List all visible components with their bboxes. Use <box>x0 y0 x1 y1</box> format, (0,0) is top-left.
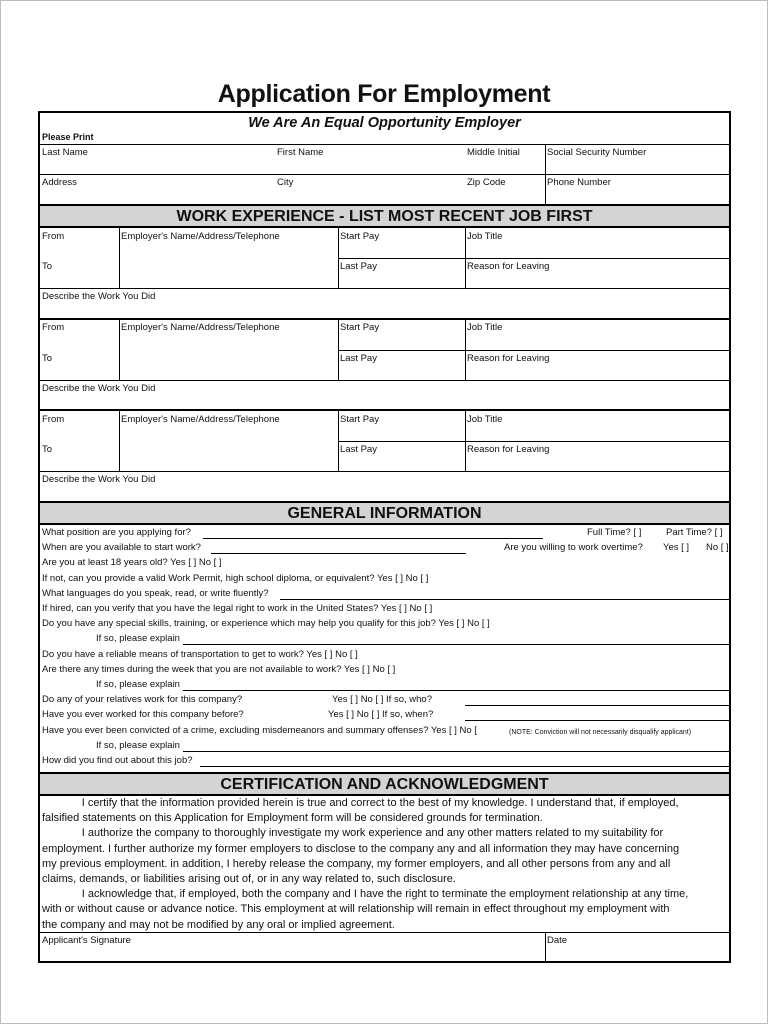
permit-question[interactable]: If not, can you provide a valid Work Permit, high school diploma, or equivalent? Yes [ ] No [ ] <box>42 573 429 584</box>
certification-line: I certify that the information provided herein is true and correct to the best of my knowledge. I understand that, if employed, <box>42 797 679 809</box>
position-question: What position are you applying for? <box>42 527 191 538</box>
zip-code-field[interactable]: Zip Code <box>467 177 506 188</box>
certification-line: employment. I further authorize my former employers to disclose to the company any and all information they may have concerning <box>42 842 680 855</box>
languages-input[interactable] <box>280 599 729 600</box>
certification-line: my previous employment. in addition, I hereby release the company, my former employers, and all other persons from any and all <box>42 857 671 870</box>
relatives-question: Do any of your relatives work for this company? <box>42 694 243 705</box>
date-field[interactable]: Date <box>547 935 568 946</box>
conviction-note: (NOTE: Conviction will not necessarily disqualify applicant) <box>509 729 692 736</box>
availability-times-question[interactable]: Are there any times during the week that you are not available to work? Yes [ ] No [ ] <box>42 664 396 675</box>
availability-input[interactable] <box>211 553 466 554</box>
form-subtitle: We Are An Equal Opportunity Employer <box>248 115 521 131</box>
languages-question: What languages do you speak, read, or write fluently? <box>42 588 269 599</box>
relatives-yes-no[interactable]: Yes [ ] No [ ] If so, who? <box>332 694 432 705</box>
to-field[interactable]: To <box>42 261 53 272</box>
overtime-no-checkbox[interactable]: No [ ] <box>706 542 729 553</box>
how-found-input[interactable] <box>200 766 729 767</box>
skills-explain-label: If so, please explain <box>96 633 180 644</box>
address-field[interactable]: Address <box>42 177 77 188</box>
certification-heading: CERTIFICATION AND ACKNOWLEDGMENT <box>40 772 729 796</box>
certification-text <box>42 796 722 933</box>
employer-field[interactable]: Employer's Name/Address/Telephone <box>121 231 280 242</box>
reason-for-leaving-field[interactable]: Reason for Leaving <box>467 353 550 364</box>
job-title-field[interactable]: Job Title <box>467 414 503 425</box>
city-field[interactable]: City <box>277 177 294 188</box>
certification-line: claims, demands, or liabilities arising out of, or in any way related to, such disclosure. <box>42 873 456 886</box>
part-time-checkbox[interactable]: Part Time? [ ] <box>666 527 723 538</box>
age-question[interactable]: Are you at least 18 years old? Yes [ ] No [ ] <box>42 557 222 568</box>
middle-initial-field[interactable]: Middle Initial <box>467 147 520 158</box>
document-title: Application For Employment <box>217 80 551 108</box>
overtime-yes-checkbox[interactable]: Yes [ ] <box>663 542 690 553</box>
conviction-explain-input[interactable] <box>183 751 729 752</box>
last-pay-field[interactable]: Last Pay <box>340 353 377 364</box>
certification-line: I acknowledge that, if employed, both the company and I have the right to terminate the employment relationship at any time, <box>42 888 689 901</box>
last-pay-field[interactable]: Last Pay <box>340 261 377 272</box>
applicant-signature-field[interactable]: Applicant's Signature <box>42 935 131 946</box>
employer-field[interactable]: Employer's Name/Address/Telephone <box>121 322 280 333</box>
start-pay-field[interactable]: Start Pay <box>340 231 380 242</box>
full-time-checkbox[interactable]: Full Time? [ ] <box>587 527 642 538</box>
how-found-question: How did you find out about this job? <box>42 755 193 766</box>
please-print-label: Please Print <box>42 132 94 142</box>
position-input[interactable] <box>203 538 543 539</box>
certification-line: the company and may not be modified by any oral or implied agreement. <box>42 918 395 931</box>
to-field[interactable]: To <box>42 444 53 455</box>
start-pay-field[interactable]: Start Pay <box>340 322 380 333</box>
job-title-field[interactable]: Job Title <box>467 231 503 242</box>
conviction-question[interactable]: Have you ever been convicted of a crime, excluding misdemeanors and summary offenses? Yes [ ] No [ <box>42 725 477 736</box>
overtime-question: Are you willing to work overtime? <box>504 542 643 553</box>
transportation-question[interactable]: Do you have a reliable means of transportation to get to work? Yes [ ] No [ ] <box>42 649 358 660</box>
to-field[interactable]: To <box>42 353 53 364</box>
skills-question[interactable]: Do you have any special skills, training, or experience which may help you qualify for this job? Yes [ ] No [ ] <box>42 618 490 629</box>
skills-explain-input[interactable] <box>183 644 729 645</box>
worked-before-question: Have you ever worked for this company before? <box>42 709 244 720</box>
last-pay-field[interactable]: Last Pay <box>340 444 377 455</box>
conviction-explain-label: If so, please explain <box>96 740 180 751</box>
worked-before-input[interactable] <box>465 720 729 721</box>
employer-field[interactable]: Employer's Name/Address/Telephone <box>121 414 280 425</box>
phone-field[interactable]: Phone Number <box>547 177 611 188</box>
last-name-field[interactable]: Last Name <box>42 147 88 158</box>
first-name-field[interactable]: First Name <box>277 147 324 158</box>
times-explain-input[interactable] <box>183 690 729 691</box>
certification-line: with or without cause or advance notice. This employment at will relationship will remain in effect throughout my employment with <box>42 903 670 916</box>
availability-question: When are you available to start work? <box>42 542 201 553</box>
work-experience-heading: WORK EXPERIENCE - LIST MOST RECENT JOB FIRST <box>40 204 729 228</box>
reason-for-leaving-field[interactable]: Reason for Leaving <box>467 444 550 455</box>
describe-work-field[interactable]: Describe the Work You Did <box>42 383 156 394</box>
reason-for-leaving-field[interactable]: Reason for Leaving <box>467 261 550 272</box>
employment-form <box>38 111 731 963</box>
start-pay-field[interactable]: Start Pay <box>340 414 380 425</box>
ssn-field[interactable]: Social Security Number <box>547 147 647 158</box>
certification-line: I authorize the company to thoroughly investigate my work experience and any other matters related to my suitability for <box>42 827 664 840</box>
job-title-field[interactable]: Job Title <box>467 322 503 333</box>
times-explain-label: If so, please explain <box>96 679 180 690</box>
from-field[interactable]: From <box>42 322 65 333</box>
certification-line: falsified statements on this Application for Employment form will be considered grounds for termination. <box>42 812 543 825</box>
worked-before-yes-no[interactable]: Yes [ ] No [ ] If so, when? <box>328 709 434 720</box>
from-field[interactable]: From <box>42 231 65 242</box>
describe-work-field[interactable]: Describe the Work You Did <box>42 291 156 302</box>
legal-right-question[interactable]: If hired, can you verify that you have the legal right to work in the United States? Yes [ ] No [ ] <box>42 603 433 614</box>
describe-work-field[interactable]: Describe the Work You Did <box>42 474 156 485</box>
from-field[interactable]: From <box>42 414 65 425</box>
general-information-heading: GENERAL INFORMATION <box>40 501 729 525</box>
relatives-input[interactable] <box>465 705 729 706</box>
